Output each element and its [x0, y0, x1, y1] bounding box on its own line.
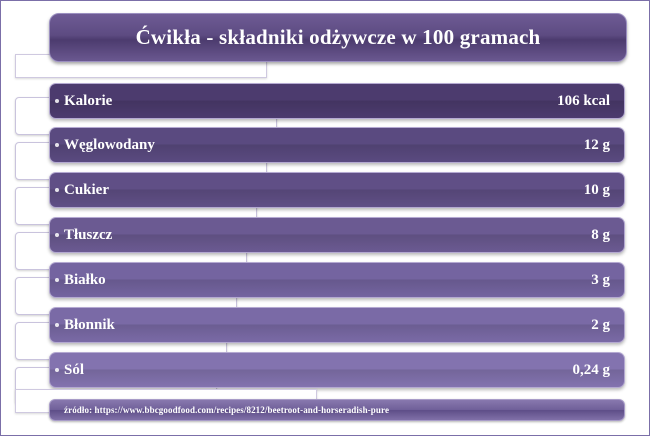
nutrient-value: 2 g	[591, 316, 610, 333]
nutrient-value: 12 g	[583, 136, 610, 153]
nutrient-value: 3 g	[591, 271, 610, 288]
source-bar	[49, 399, 625, 421]
bullet-icon	[55, 323, 59, 327]
nutrient-row	[49, 127, 625, 163]
nutrient-value: 106 kcal	[557, 92, 610, 109]
source-text: źródło: https://www.bbcgoodfood.com/recipes/8212/beetroot-and-horseradish-pure	[64, 405, 390, 415]
nutrient-value: 0,24 g	[572, 361, 610, 378]
nutrient-value: 10 g	[583, 181, 610, 198]
nutrient-row	[49, 307, 625, 343]
nutrient-label: Cukier	[64, 181, 109, 198]
bullet-icon	[55, 143, 59, 147]
nutrient-label: Sól	[64, 361, 85, 378]
nutrient-row	[49, 83, 625, 119]
nutrient-label: Węglowodany	[64, 136, 155, 153]
bullet-icon	[55, 99, 59, 103]
page-title	[49, 13, 627, 62]
page-title-text: Ćwikła - składniki odżywcze w 100 gramach	[135, 25, 541, 49]
nutrient-row	[49, 262, 625, 298]
nutrient-label: Kalorie	[64, 92, 113, 109]
nutrient-row	[49, 217, 625, 253]
bullet-icon	[55, 278, 59, 282]
nutrient-row	[49, 172, 625, 208]
nutrient-label: Białko	[64, 271, 106, 288]
nutrient-value: 8 g	[591, 226, 610, 243]
bullet-icon	[55, 368, 59, 372]
bullet-icon	[55, 233, 59, 237]
nutrient-label: Błonnik	[64, 316, 115, 333]
bullet-icon	[55, 188, 59, 192]
nutrient-label: Tłuszcz	[64, 226, 113, 243]
nutrient-row	[49, 352, 625, 388]
